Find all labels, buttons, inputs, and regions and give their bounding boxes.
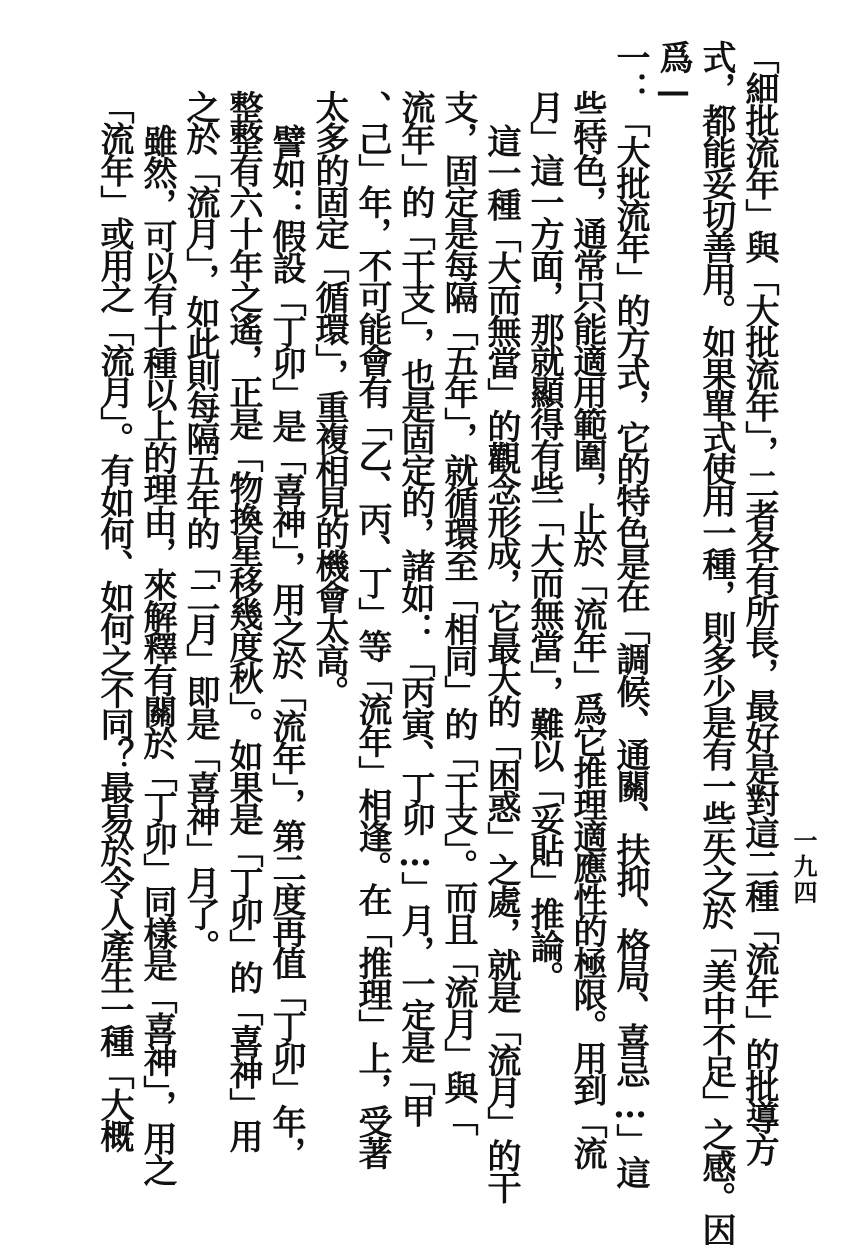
text-column-12: 譬如：假設「丁卯」是「喜神」，用之於「流年」，第二度再值「丁卯」年， xyxy=(266,124,306,1168)
text-column-3: 爲— xyxy=(653,40,693,110)
page-number: 一九四 xyxy=(789,828,818,906)
text-column-4: 一：「大批流年」的方式，它的特色是在「調候、通關、扶抑、格局、喜忌…」這 xyxy=(610,40,650,1188)
text-column-9: 流年」的「干支」，也是固定的，諸如：「丙寅、丁卯…」月，一定是「甲 xyxy=(395,90,435,1126)
text-column-13: 整整有六十年之遙，正是「物換星移幾度秋」。如果是「丁卯」的「喜神」用 xyxy=(223,90,263,1151)
text-column-15: 雖然，可以有十種以上的理由，來解釋有關於「丁卯」同樣是「喜神」，用之 xyxy=(137,124,177,1185)
text-column-7: 這一種「大而無當」的觀念形成，它最大的「困惑」之處，就是「流月」的干 xyxy=(481,124,521,1202)
text-column-5: 些特色，通常只能適用範圍，止於「流年」爲它推理適應性的極限。用到「流 xyxy=(567,90,607,1168)
text-column-2: 式，都能妥切善用。如果單式使用一種，則多少是有一些失之於「美中不足」之感。因 xyxy=(696,40,736,1245)
text-column-14: 之於「流月」，如此則每隔五年的「二月」即是「喜神」月了。 xyxy=(180,90,220,961)
text-column-11: 太多的固定「循環」，重複相見的機會太高。 xyxy=(309,90,349,708)
text-column-8: 支，固定是每隔「五年」，就循環至「相同」的「干支」。而且「流月」與「 xyxy=(438,90,478,1134)
text-column-16: 「流年」或用之「流月」。有如何、如何之不同？最易於令人產生一種「大概 xyxy=(94,90,134,1151)
text-column-1: 「細批流年」與「大批流年」，二者各有所長，最好是對這二種「流年」的批導方 xyxy=(739,40,779,1165)
text-column-10: 、己」年，不可能會有「乙、丙、丁」等「流年」相逢。在「推理」上，受著 xyxy=(352,90,392,1168)
vertical-text-block xyxy=(94,40,780,1245)
text-column-6: 月」這一方面，那就顯得有些「大而無當」，難以「妥貼」推論。 xyxy=(524,90,564,993)
